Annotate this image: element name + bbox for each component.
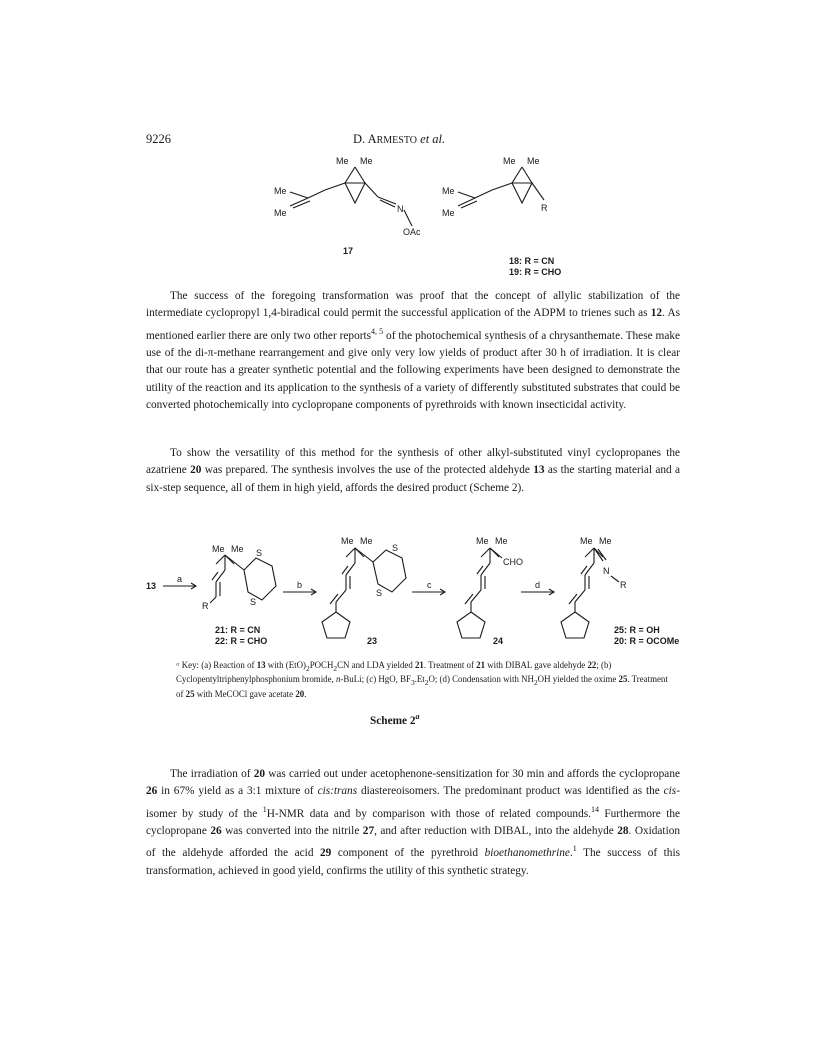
svg-text:b: b [297,580,303,590]
scheme-2-structures [0,530,815,658]
svg-text:a: a [177,574,183,584]
c17-oac: OAc [403,227,421,237]
svg-text:Me: Me [231,544,244,554]
scheme-1-structures [0,150,815,280]
paragraph-3: The irradiation of 20 was carried out under acetophenone-sensitization for 30 min and affords the cyclopropane 26 in 67% yield as a 3:1 mixture of cis:trans diastereoisomers. The predominant product was identified as the cis-isomer by study of the $^1$H-NMR data and by comparison with those of related compounds.$^{14}$ Furthermore the cyclopropane 26 was converted into the nitrile 27, and after reduction with DIBAL, into the aldehyde 28. Oxidation of the aldehyde afforded the acid 29 component of the pyrethroid bioethanomethrine.$^1$ The success of this transformation, achieved in good yield, confirms the utility of this synthetic strategy. [146,768,681,877]
page-number: 9226 [146,132,171,146]
c17-me-2: Me [360,156,373,166]
compound-18-19 [442,156,561,277]
svg-text:25: R = OH: 25: R = OH [614,625,660,635]
c18-me-4: Me [442,208,455,218]
running-title: D. ARMESTO et al. [353,132,446,146]
arrow-d [521,580,554,595]
svg-text:Me: Me [212,544,225,554]
s2-start-13: 13 [146,581,157,591]
c17-label: 17 [343,246,354,256]
c17-me-3: Me [274,186,287,196]
svg-text:S: S [392,543,399,553]
svg-text:22: R = CHO: 22: R = CHO [215,636,268,646]
c17-me-1: Me [336,156,349,166]
svg-text:S: S [250,597,257,607]
svg-text:c: c [427,580,432,590]
compound-23 [322,536,406,646]
c18-me-2: Me [527,156,540,166]
svg-text:R: R [202,601,209,611]
compound-25-20 [561,536,679,646]
c18-me-1: Me [503,156,516,166]
c18-label-1: 18: R = CN [509,256,555,266]
svg-text:N: N [603,566,610,576]
compound-24 [457,536,523,646]
svg-text:S: S [256,548,263,558]
svg-text:21: R = CN: 21: R = CN [215,625,261,635]
svg-text:S: S [376,588,383,598]
c18-me-3: Me [442,186,455,196]
svg-text:Me: Me [360,536,373,546]
svg-text:d: d [535,580,541,590]
c19-label-2: 19: R = CHO [509,267,562,277]
svg-text:Me: Me [580,536,593,546]
compound-21-22 [202,544,276,646]
svg-text:Me: Me [495,536,508,546]
svg-text:Me: Me [599,536,612,546]
svg-text:R: R [620,580,627,590]
svg-text:24: 24 [493,636,504,646]
paragraph-1: The success of the foregoing transformation was proof that the concept of allylic stabilization of the intermediate cyclopropyl 1,4-biradical could permit the successful application of the ADPM to trienes such as 12. As mentioned earlier there are only two other reports$^{4, 5}$ of the photochemical synthesis of a chrysanthemate. These make use of the di-π-methane rearrangement and give only very low yields of product after 30 h of irradiation. It is clear that our route has a greater synthetic potential and the following experiments have been designed to demonstrate the utility of the reaction and its application to the synthesis of a variety of differently substituted substrates that could be converted photochemically into cyclopropane components of pyrethroids with known insecticidal activity. [146,290,680,412]
svg-text:Me: Me [341,536,354,546]
c17-n: N [397,204,404,214]
scheme-2-key: ᵃ Key: (a) Reaction of 13 with $(EtO)_2POCH_2CN$ and LDA yielded 21. Treatment of 21 with DIBAL gave aldehyde 22; (b) Cyclopentyltriphenylphosphonium bromide, n-BuLi; (c) HgO, $BF_3.Et_2O$; (d) Condensation with $NH_2OH$ yielded the oxime 25. Treatment of 25 with MeCOCl gave acetate 20. [176,660,668,699]
svg-text:Me: Me [476,536,489,546]
compound-17 [274,156,421,256]
arrow-a [163,574,196,589]
c17-me-4: Me [274,208,287,218]
svg-text:CHO: CHO [503,557,523,567]
c18-r: R [541,203,548,213]
paragraph-2: To show the versatility of this method for the synthesis of other alkyl-substituted vinyl cyclopropanes the azatriene 20 was prepared. The synthesis involves the use of the protected aldehyde 13 as the starting material and a six-step sequence, all of them in high yield, affords the desired product (Scheme 2). [146,447,681,494]
svg-text:20: R = OCOMe: 20: R = OCOMe [614,636,680,646]
svg-text:23: 23 [367,636,378,646]
scheme-2-caption: Scheme 2$^a$ [370,712,420,727]
arrow-b [283,580,316,595]
arrow-c [412,580,445,595]
